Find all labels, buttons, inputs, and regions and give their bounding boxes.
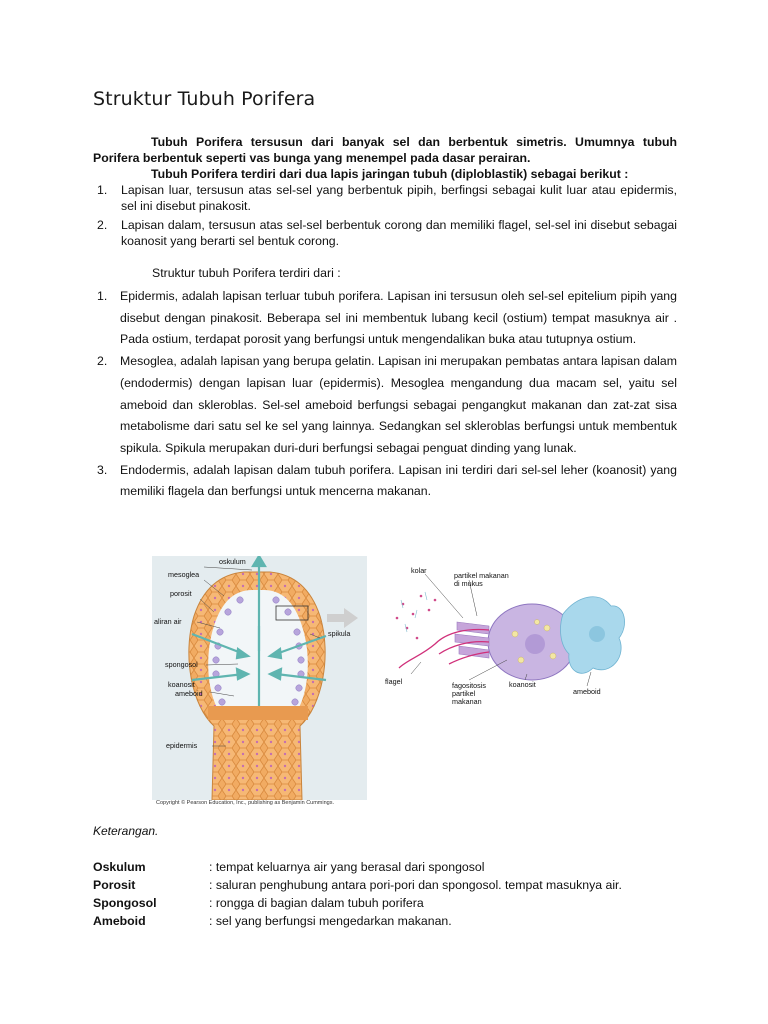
list-number: 3.: [97, 462, 108, 477]
layers-list: [93, 182, 677, 252]
label-ameboid: ameboid: [175, 689, 203, 698]
list-item: [93, 217, 677, 250]
term-definition: : sel yang berfungsi mengedarkan makanan.: [209, 914, 452, 928]
label-kolar: kolar: [411, 566, 427, 575]
term-row: [93, 912, 622, 930]
terms-list: [93, 858, 622, 930]
term-name: Porosit: [93, 878, 136, 892]
label-fagositosis: fagositosis: [452, 681, 486, 690]
label-oskulum: oskulum: [219, 557, 246, 566]
list-item: [93, 351, 677, 460]
choanocyte-detail: [377, 556, 682, 800]
list-number: 1.: [97, 183, 108, 197]
term-name: Spongosol: [93, 896, 157, 910]
label-spongosol: spongosol: [165, 660, 198, 669]
choanocyte-illustration: [377, 556, 682, 800]
list-text: Endodermis, adalah lapisan dalam tubuh porifera. Lapisan ini terdiri dari sel-sel leher (koanosit) yang memiliki flagela dan berfungsi untuk mencerna makanan.: [120, 462, 677, 499]
structure-list: [93, 286, 677, 503]
term-definition: : rongga di bagian dalam tubuh porifera: [209, 896, 424, 910]
list-number: 2.: [97, 217, 108, 232]
term-row: [93, 876, 622, 894]
label-aliran-air: aliran air: [154, 617, 182, 626]
term-definition: : tempat keluarnya air yang berasal dari spongosol: [209, 860, 485, 874]
intro-section: [93, 134, 677, 182]
list-number: 1.: [97, 289, 108, 303]
intro-paragraph: Tubuh Porifera terdiri dari dua lapis jaringan tubuh (diploblastik) sebagai berikut :: [151, 167, 629, 181]
label-partikel-makanan: partikel makanan: [454, 571, 509, 580]
term-row: [93, 894, 622, 912]
label-spikula: spikula: [328, 629, 351, 638]
page-title: Struktur Tubuh Porifera: [93, 88, 316, 110]
term-row: [93, 858, 622, 876]
list-text: Mesoglea, adalah lapisan yang berupa gelatin. Lapisan ini merupakan pembatas antara lapisan dalam (endodermis) dengan lapisan luar (epidermis). Mesoglea mengandung dua macam sel, yaitu sel ameboid dan skleroblas. Sel-sel ameboid berfungsi sebagai pengangkut makanan dan zat-zat sisa metabolisme dari satu sel ke sel yang lainnya. Sedangkan sel skleroblas berfungsi untuk membentuk spikula. Spikula merupakan duri-duri berfungsi sebagai penguat dinding yang lunak.: [120, 354, 677, 455]
structure-intro: Struktur tubuh Porifera terdiri dari :: [152, 266, 341, 280]
list-text: Lapisan dalam, tersusun atas sel-sel berbentuk corong dan memiliki flagel, sel-sel ini disebut sebagai koanosit yang berarti sel bentuk corong.: [121, 217, 677, 249]
label-partikel: partikel: [452, 689, 476, 698]
list-item: [93, 460, 677, 503]
list-item: [93, 182, 677, 215]
label-porosit: porosit: [170, 589, 192, 598]
label-makanan: makanan: [452, 697, 482, 706]
porifera-figure: [152, 556, 682, 810]
term-name: Oskulum: [93, 860, 146, 874]
label-di-mukus: di mukus: [454, 579, 483, 588]
label-koanosit: koanosit: [168, 680, 195, 689]
label-koanosit-detail: koanosit: [509, 680, 536, 689]
list-text: Lapisan luar, tersusun atas sel-sel yang berbentuk pipih, berfingsi sebagai kulit luar atau epidermis, sel ini disebut pinakosit.: [121, 183, 677, 214]
term-name: Ameboid: [93, 914, 146, 928]
list-number: 2.: [97, 354, 108, 369]
label-epidermis: epidermis: [166, 741, 198, 750]
figure-credit: Copyright © Pearson Education, Inc., publishing as Benjamin Cummings.: [156, 800, 335, 806]
keterangan-heading: Keterangan.: [93, 824, 159, 838]
list-text: Epidermis, adalah lapisan terluar tubuh porifera. Lapisan ini tersusun oleh sel-sel epitelium pipih yang disebut dengan pinakosit. Beberapa sel ini membentuk lubang kecil (ostium) tempat masuknya air . Pada ostium, terdapat porosit yang berfungsi untuk mengendalikan buka atau tutupnya ostium.: [120, 289, 677, 347]
intro-paragraph: Tubuh Porifera tersusun dari banyak sel dan berbentuk simetris. Umumnya tubuh Porifera berbentuk seperti vas bunga yang menempel pada dasar perairan.: [93, 135, 677, 165]
label-mesoglea: mesoglea: [168, 570, 200, 579]
label-ameboid-detail: ameboid: [573, 687, 601, 696]
label-flagel: flagel: [385, 677, 403, 686]
list-item: [93, 286, 677, 351]
term-definition: : saluran penghubung antara pori-pori dan spongosol. tempat masuknya air.: [209, 878, 622, 892]
